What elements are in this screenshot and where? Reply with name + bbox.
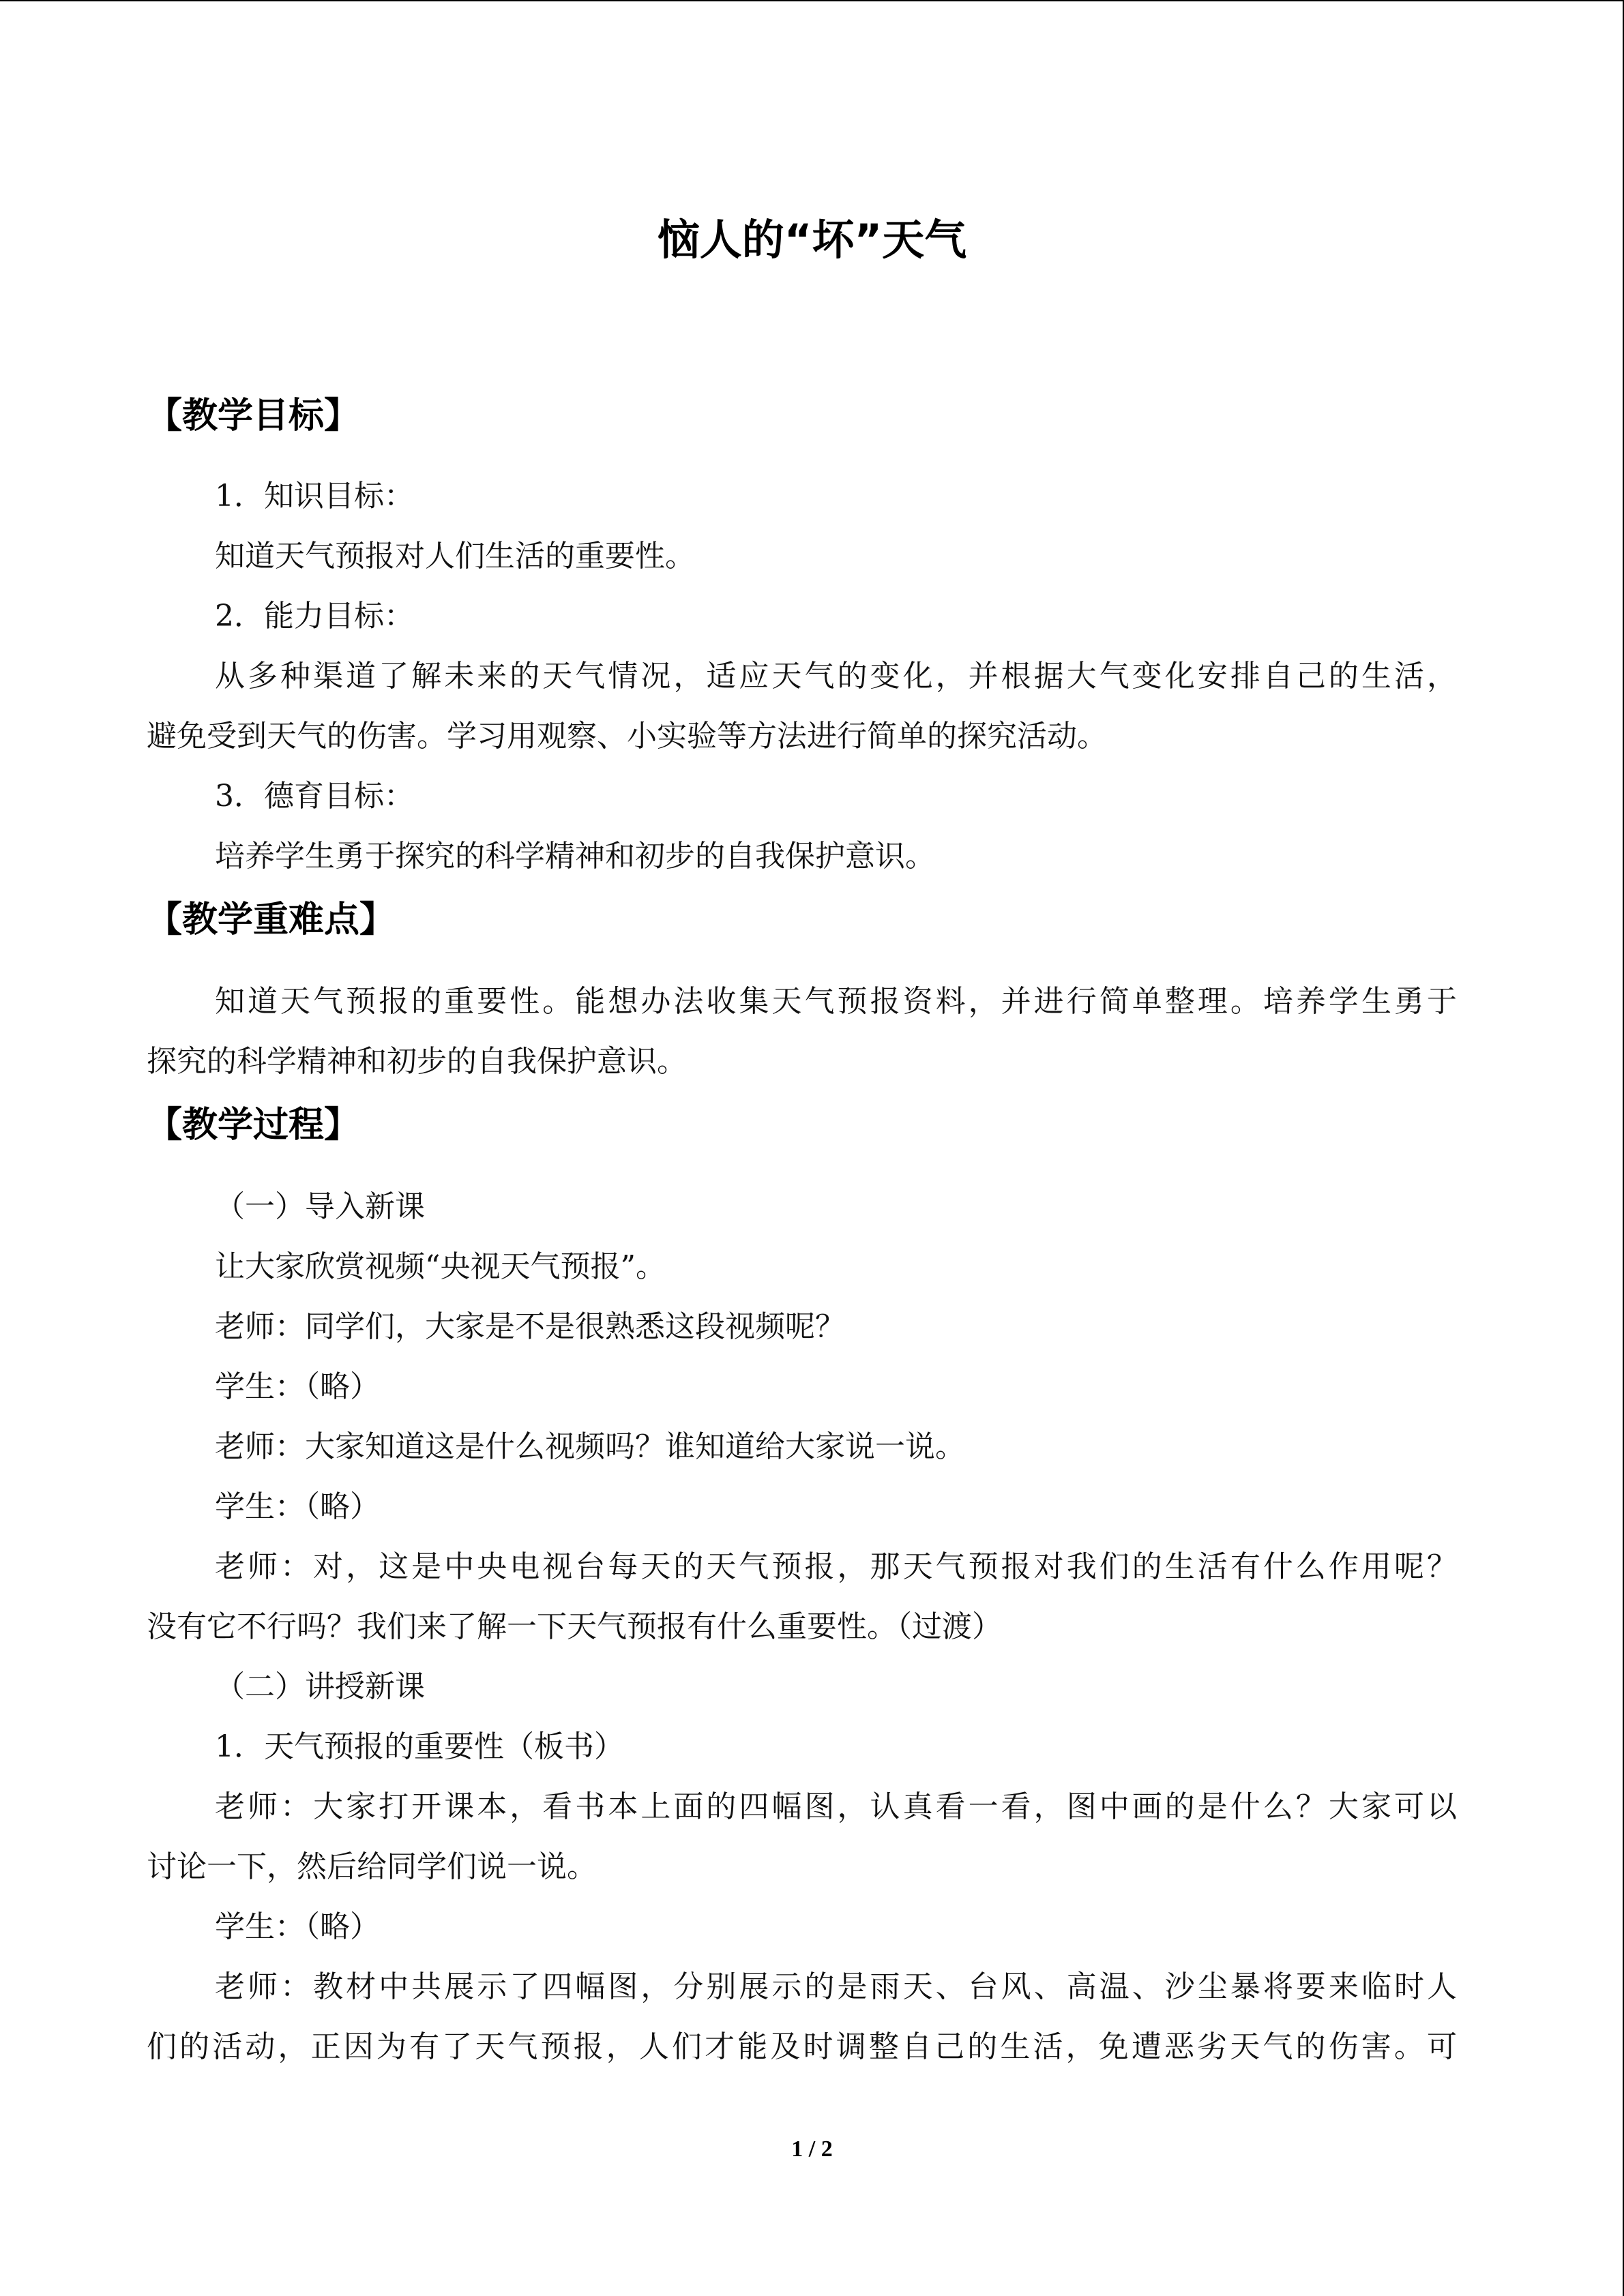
dialogue-teacher-line-continued: 讨论一下，然后给同学们说一说。 (147, 1849, 597, 1884)
objective-text-knowledge: 知道天气预报对人们生活的重要性。 (215, 539, 695, 573)
objective-text-ability-line-1: 从多种渠道了解未来的天气情况，适应天气的变化，并根据大气变化安排自己的生活， (215, 659, 1457, 694)
topic-heading-importance: 1．天气预报的重要性（板书） (215, 1729, 624, 1764)
section-heading-key-points: 【教学重难点】 (147, 899, 396, 940)
dialogue-teacher-line-continued: 没有它不行吗？我们来了解一下天气预报有什么重要性。（过渡） (147, 1609, 1002, 1644)
objective-label-ability: 2．能力目标： (215, 599, 414, 633)
objective-text-ability-line-2: 避免受到天气的伤害。学习用观察、小实验等方法进行简单的探究活动。 (147, 719, 1107, 754)
objective-label-knowledge: 1．知识目标： (215, 479, 414, 513)
page-number: 1 / 2 (791, 2136, 833, 2162)
dialogue-teacher-line: 老师：对，这是中央电视台每天的天气预报，那天气预报对我们的生活有什么作用呢？ (215, 1549, 1457, 1584)
process-line: 让大家欣赏视频“央视天气预报”。 (215, 1249, 666, 1284)
objective-text-moral: 培养学生勇于探究的科学精神和初步的自我保护意识。 (215, 839, 935, 874)
dialogue-teacher-line: 老师：大家打开课本，看书本上面的四幅图，认真看一看，图中画的是什么？大家可以 (215, 1789, 1457, 1824)
dialogue-teacher-line: 老师：教材中共展示了四幅图，分别展示的是雨天、台风、高温、沙尘暴将要来临时人 (215, 1969, 1457, 2004)
key-points-line-2: 探究的科学精神和初步的自我保护意识。 (147, 1044, 687, 1079)
document-title: 恼人的“坏”天气 (657, 215, 967, 265)
dialogue-student-line: 学生：（略） (215, 1909, 380, 1944)
dialogue-teacher-line: 老师：同学们，大家是不是很熟悉这段视频呢？ (215, 1309, 845, 1344)
dialogue-teacher-line: 老师：大家知道这是什么视频吗？谁知道给大家说一说。 (215, 1429, 965, 1464)
dialogue-teacher-line-continued: 们的活动，正因为有了天气预报，人们才能及时调整自己的生活，免遭恶劣天气的伤害。可 (147, 2029, 1457, 2064)
subsection-heading-intro: （一）导入新课 (215, 1189, 425, 1224)
key-points-line-1: 知道天气预报的重要性。能想办法收集天气预报资料，并进行简单整理。培养学生勇于 (215, 984, 1457, 1019)
subsection-heading-new-lesson: （二）讲授新课 (215, 1669, 425, 1704)
objective-label-moral: 3．德育目标： (215, 779, 414, 814)
dialogue-student-line: 学生：（略） (215, 1489, 380, 1524)
document-body (147, 386, 1457, 2077)
section-heading-objectives: 【教学目标】 (147, 396, 360, 436)
section-heading-process: 【教学过程】 (147, 1105, 360, 1146)
dialogue-student-line: 学生：（略） (215, 1369, 380, 1404)
